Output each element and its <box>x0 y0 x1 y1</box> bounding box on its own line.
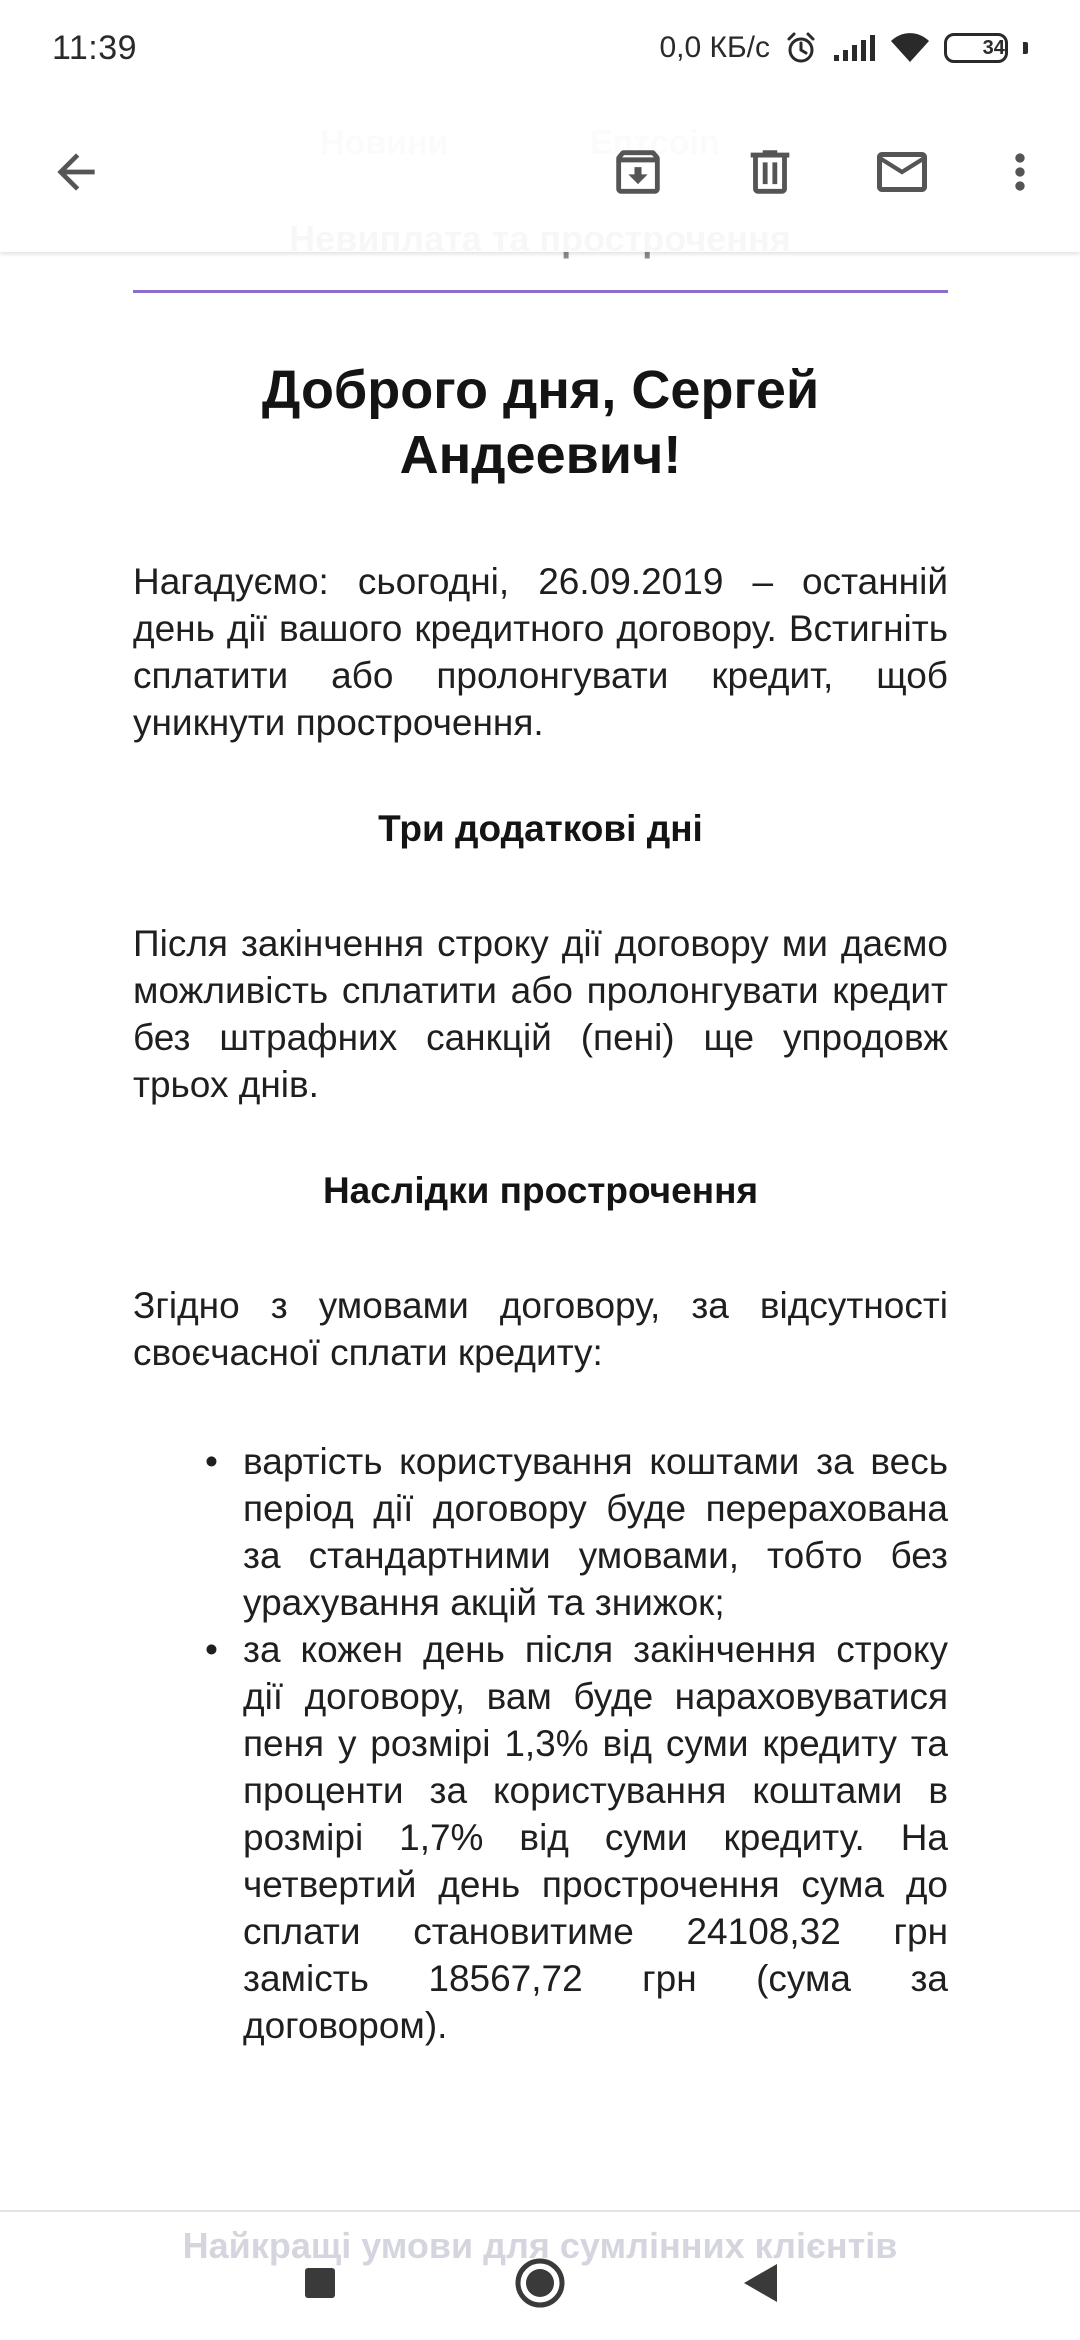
home-icon <box>514 2257 566 2309</box>
more-vert-icon <box>992 144 1048 200</box>
list-item-text: за кожен день після закінчення строку дії договору, вам буде нараховуватися пеня у розмірі 1,3% від суми кредиту та проценти за користування коштами в розмірі 1,7% від суми кредиту. На четвертий день прострочення сума до сплати становитиме 24108,32 грн замість 18567,72 грн (сума за договором). <box>243 1629 948 2046</box>
consequences-list <box>133 1438 948 2049</box>
greeting-heading: Доброго дня, Сергей Андеевич! <box>261 360 820 485</box>
network-speed: 0,0 КБ/с <box>659 31 770 64</box>
app-toolbar <box>0 96 1080 252</box>
section-title-consequences: Наслідки прострочення <box>322 1170 759 1211</box>
back-arrow-icon <box>48 144 104 200</box>
trash-icon <box>741 143 799 201</box>
battery-level: 34 <box>982 36 1005 59</box>
reminder-paragraph: Нагадуємо: сьогодні, 26.09.2019 – останній день дії вашого кредитного договору. Встигніть сплатити або пролонгувати кредит, щоб уникнути прострочення. <box>133 561 948 743</box>
system-back-button[interactable] <box>725 2248 795 2318</box>
footer-heading: Найкращі умови для сумлінних клієнтів <box>182 2225 898 2266</box>
status-time: 11:39 <box>52 28 138 67</box>
status-indicators <box>659 31 1028 65</box>
recents-icon <box>303 2266 337 2300</box>
list-item <box>205 1438 948 1626</box>
alarm-icon <box>784 31 818 65</box>
extra-days-paragraph: Після закінчення строку дії договору ми даємо можливість сплатити або пролонгувати кредит без штрафних санкцій (пені) ще упродовж трьох днів. <box>133 923 948 1105</box>
delete-button[interactable] <box>728 130 812 214</box>
back-icon <box>741 2262 779 2304</box>
nav-bar-divider <box>0 2210 1080 2212</box>
list-item <box>205 1626 948 2049</box>
wifi-icon <box>890 32 930 64</box>
more-options-button[interactable] <box>978 130 1062 214</box>
mark-unread-button[interactable] <box>860 130 944 214</box>
mail-icon <box>872 142 932 202</box>
system-nav-bar <box>0 2225 1080 2340</box>
bullet-icon: • <box>205 1441 218 1482</box>
email-body <box>133 340 948 2049</box>
recents-button[interactable] <box>285 2248 355 2318</box>
status-bar <box>0 0 1080 96</box>
header-accent-divider <box>133 290 948 293</box>
home-button[interactable] <box>505 2248 575 2318</box>
archive-icon <box>609 143 667 201</box>
list-item-text: вартість користування коштами за весь період дії договору буде перерахована за стандартними умовами, тобто без урахування акцій та знижок; <box>243 1441 948 1623</box>
back-button[interactable] <box>34 130 118 214</box>
bullet-icon: • <box>205 1629 218 1670</box>
archive-button[interactable] <box>596 130 680 214</box>
battery-tip <box>1023 42 1028 54</box>
consequences-paragraph: Згідно з умовами договору, за відсутності своєчасної сплати кредиту: <box>133 1285 948 1373</box>
battery-icon <box>944 33 1008 63</box>
signal-icon <box>832 33 876 63</box>
section-title-extra-days: Три додаткові дні <box>378 808 703 849</box>
